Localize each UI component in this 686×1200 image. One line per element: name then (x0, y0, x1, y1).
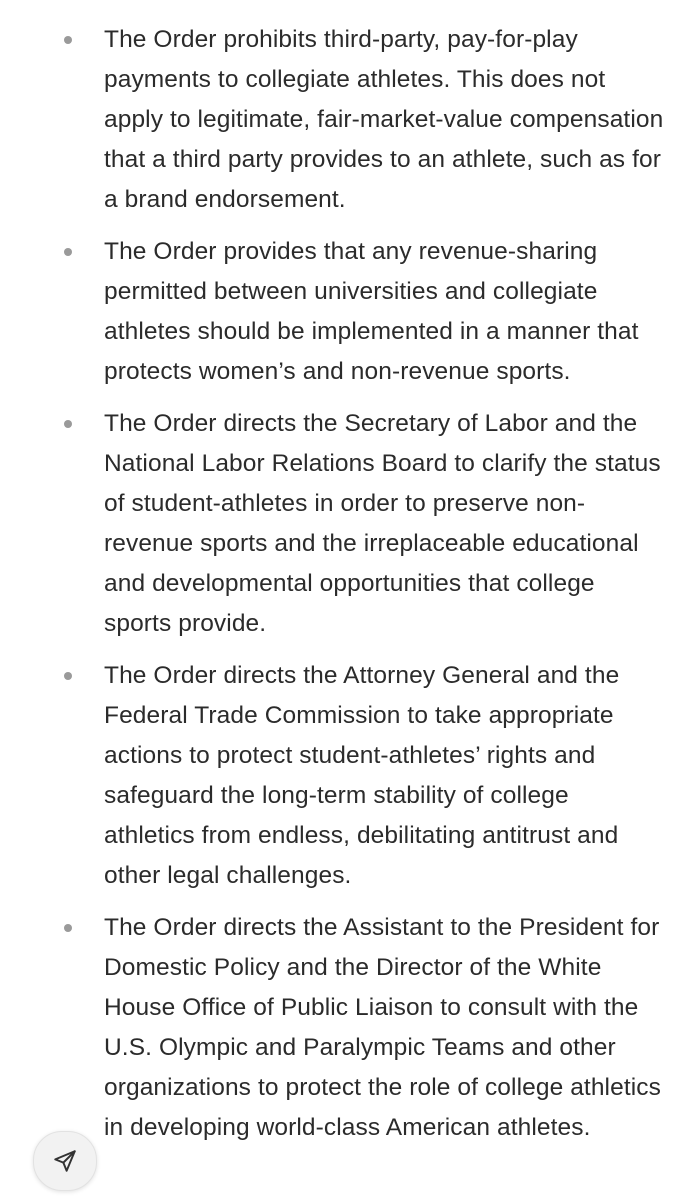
bullet-dot (64, 248, 72, 256)
list-item (0, 232, 686, 392)
bullet-dot (64, 36, 72, 44)
list-item (0, 20, 686, 220)
bullet-dot (64, 672, 72, 680)
bullet-text: The Order prohibits third-party, pay-for-play payments to collegiate athletes. This does not apply to legitimate, fair-market-value compensation that a third party provides to an athlete, such as for a brand endorsement. (104, 26, 664, 213)
bullet-text: The Order provides that any revenue-sharing permitted between universities and collegiate athletes should be implemented in a manner that protects women’s and non-revenue sports. (104, 238, 639, 385)
bullet-text: The Order directs the Secretary of Labor and the National Labor Relations Board to clarify the status of student-athletes in order to preserve non-revenue sports and the irreplaceable educational and developmental opportunities that college sports provide. (104, 410, 661, 637)
list-item (0, 656, 686, 896)
bullet-text: The Order directs the Assistant to the President for Domestic Policy and the Director of the White House Office of Public Liaison to consult with the U.S. Olympic and Paralympic Teams and other organizations to protect the role of college athletics in developing world-class American athletes. (104, 914, 661, 1141)
document-body (0, 20, 686, 1160)
share-button[interactable] (33, 1131, 97, 1191)
send-icon (52, 1148, 78, 1174)
list-item (0, 404, 686, 644)
list-item (0, 908, 686, 1148)
bullet-list (0, 20, 686, 1148)
bullet-dot (64, 420, 72, 428)
bullet-dot (64, 924, 72, 932)
bullet-text: The Order directs the Attorney General and the Federal Trade Commission to take appropriate actions to protect student-athletes’ rights and safeguard the long-term stability of college athletics from endless, debilitating antitrust and other legal challenges. (104, 662, 620, 889)
